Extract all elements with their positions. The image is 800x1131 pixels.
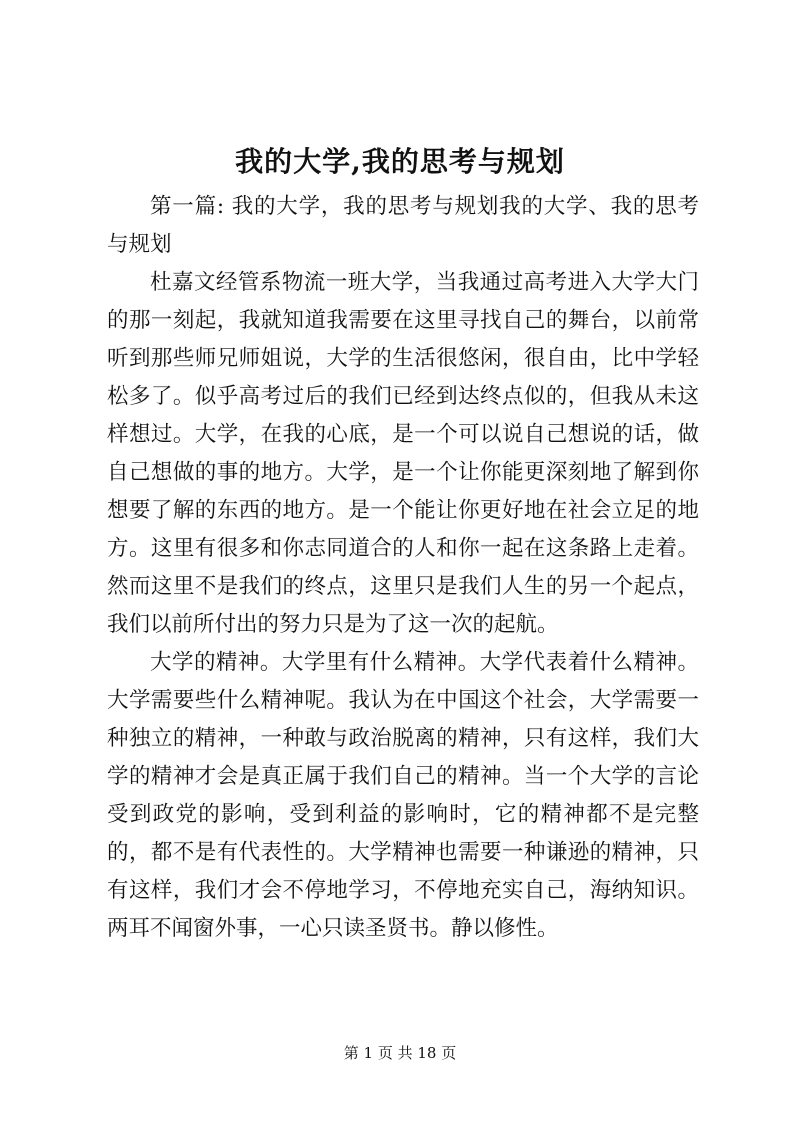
page-number-footer: 第 1 页 共 18 页 [343,1044,457,1062]
paragraph: 大学的精神。大学里有什么精神。大学代表着什么精神。大学需要些什么精神呢。我认为在中国这个社会，大学需要一种独立的精神，一种敢与政治脱离的精神，只有这样，我们大学的精神才会是真正属于我们自己的精神。当一个大学的言论受到政党的影响，受到利益的影响时，它的精神都不是完整的，都不是有代表性的。大学精神也需要一种谦逊的精神，只有这样，我们才会不停地学习，不停地充实自己，海纳知识。两耳不闻窗外事，一心只读圣贤书。静以修性。 [107,650,699,941]
paragraph: 第一篇: 我的大学，我的思考与规划我的大学、我的思考与规划 [107,194,699,257]
paragraph: 杜嘉文经管系物流一班大学，当我通过高考进入大学大门的那一刻起，我就知道我需要在这里寻找自己的舞台，以前常听到那些师兄师姐说，大学的生活很悠闲，很自由，比中学轻松多了。似乎高考过后的我们已经到达终点似的，但我从未这样想过。大学，在我的心底，是一个可以说自己想说的话，做自己想做的事的地方。大学，是一个让你能更深刻地了解到你想要了解的东西的地方。是一个能让你更好地在社会立足的地方。这里有很多和你志同道合的人和你一起在这条路上走着。然而这里不是我们的终点，这里只是我们人生的另一个起点，我们以前所付出的努力只是为了这一次的起航。 [107,270,699,637]
document-body [107,188,699,948]
document-title: 我的大学,我的思考与规划 [235,145,565,178]
